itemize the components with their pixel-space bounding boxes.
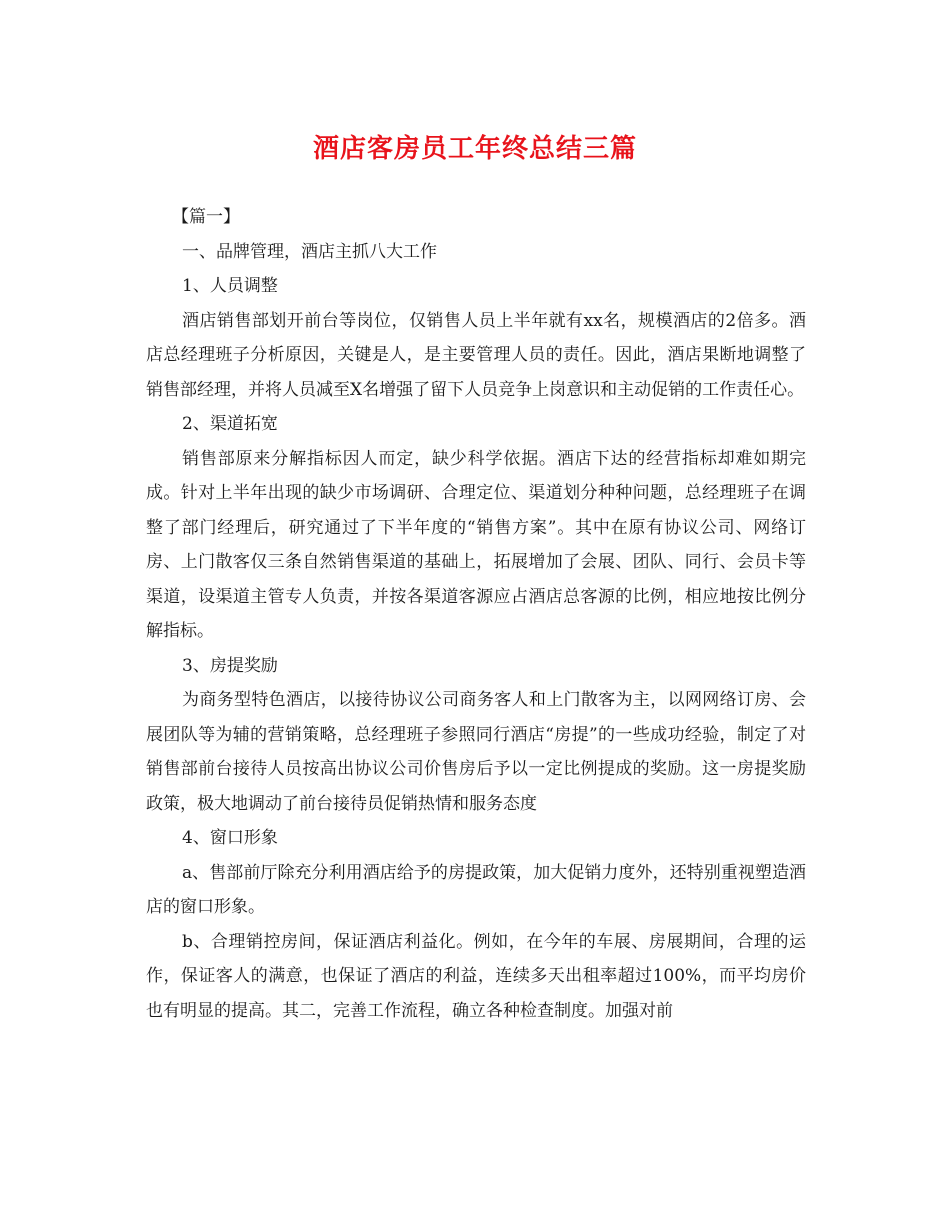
document-body [146,200,806,1028]
body-paragraph: 销售部原来分解指标因人而定，缺少科学依据。酒店下达的经营指标却难如期完成。针对上半年出现的缺少市场调研、合理定位、渠道划分种种问题，总经理班子在调整了部门经理后，研究通过了下半年度的“销售方案”。其中在原有协议公司、网络订房、上门散客仅三条自然销售渠道的基础上，拓展增加了会展、团队、同行、会员卡等渠道，设渠道主管专人负责，并按各渠道客源应占酒店总客源的比例，相应地按比例分解指标。 [146,448,806,641]
body-paragraph: 酒店销售部划开前台等岗位，仅销售人员上半年就有xx名，规模酒店的2倍多。酒店总经理班子分析原因，关键是人，是主要管理人员的责任。因此，酒店果断地调整了销售部经理，并将人员减至X名增强了留下人员竞争上岗意识和主动促销的工作责任心。 [146,310,806,400]
heading-level-2: 3、房提奖励 [182,655,278,676]
heading-level-2: 4、窗口形象 [182,828,278,848]
heading-level-2: 1、人员调整 [182,276,278,296]
body-paragraph: 为商务型特色酒店，以接待协议公司商务客人和上门散客为主，以网网络订房、会展团队等为辅的营销策略，总经理班子参照同行酒店“房提”的一些成功经验，制定了对销售部前台接待人员按高出协议公司价售房后予以一定比例提成的奖励。这一房提奖励政策，极大地调动了前台接待员促销热情和服务态度 [146,690,806,814]
body-paragraph: a、售部前厅除充分利用酒店给予的房提政策，加大促销力度外，还特别重视塑造酒店的窗口形象。 [146,862,806,917]
heading-level-2: 2、渠道拓宽 [182,414,278,434]
body-paragraph: b、合理销控房间，保证酒店利益化。例如，在今年的车展、房展期间，合理的运作，保证客人的满意，也保证了酒店的利益，连续多天出租率超过100%，而平均房价也有明显的提高。其二，完善工作流程，确立各种检查制度。加强对前 [146,931,806,1021]
heading-level-1: 一、品牌管理，酒店主抓八大工作 [182,241,437,262]
section-heading: 【篇一】 [172,207,240,227]
document-title: 酒店客房员工年终总结三篇 [312,134,637,164]
